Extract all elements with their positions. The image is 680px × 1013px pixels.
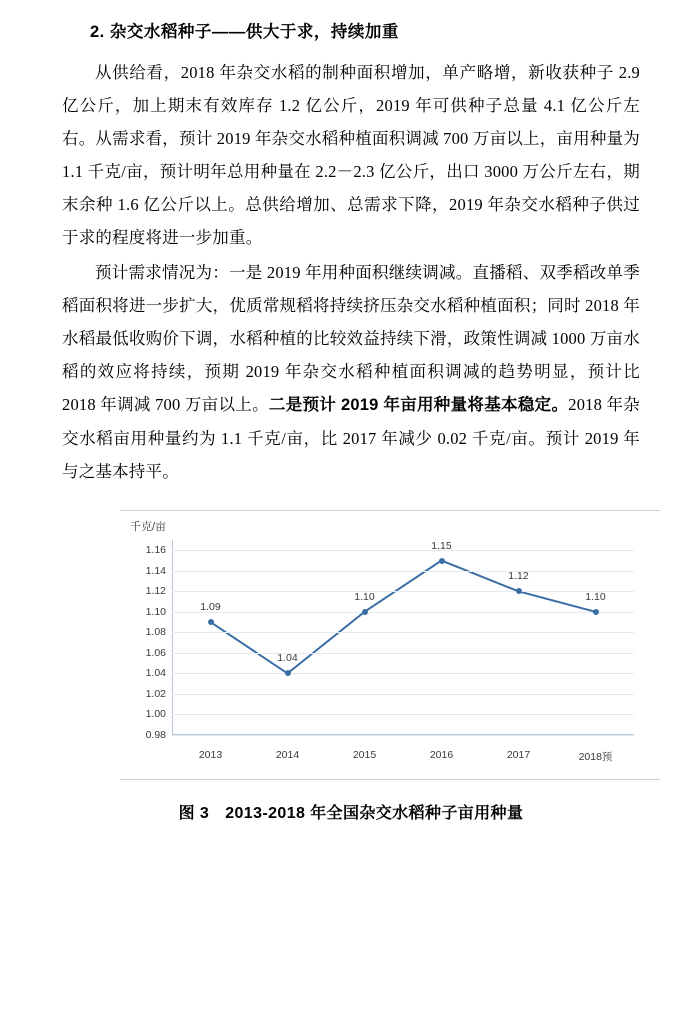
y-axis-tick-label: 1.12 (145, 585, 166, 598)
y-axis-tick-label: 1.08 (145, 626, 166, 639)
chart-data-point (593, 609, 599, 615)
section-heading: 2. 杂交水稻种子——供大于求，持续加重 (90, 23, 399, 41)
chart-top-border (120, 510, 660, 511)
chart-data-label: 1.09 (200, 601, 221, 614)
chart-gridline (172, 632, 634, 633)
figure-caption-number: 图 3 (178, 805, 210, 822)
y-axis-tick-label: 1.10 (145, 605, 166, 618)
x-axis-tick-label: 2018预 (578, 751, 613, 763)
y-axis-tick-label: 1.14 (145, 564, 166, 577)
figure-caption-text: 2013-2018 年全国杂交水稻种子亩用种量 (225, 805, 524, 822)
y-axis-tick-label: 1.00 (145, 708, 166, 721)
chart-gridline (172, 571, 634, 572)
paragraph-1: 从供给看，2018 年杂交水稻的制种面积增加，单产略增，新收获种子 2.9 亿公斤，加上期末有效库存 1.2 亿公斤，2019 年可供种子总量 4.1 亿公斤左右。从需求看，预计 2019 年杂交水稻种植面积调减 700 万亩以上，亩用种量为 1.1 千克/亩，预计明年总用种量在 2.2－2.3 亿公斤，出口 3000 万公斤左右，期末余种 1.6 亿公斤以上。总供给增加、总需求下降，2019 年杂交水稻种子供过于求的程度将进一步加重。 (62, 63, 640, 247)
chart-data-point (439, 558, 445, 564)
chart-plot-area (145, 539, 634, 763)
chart-data-label: 1.15 (431, 539, 452, 552)
chart-bottom-border (120, 779, 660, 780)
paragraph-2-lead: 预计需求情况为：一是 2019 年用种面积继续调减。直播稻、双季稻改单季稻面积将进一步扩大，优质常规稻将持续挤压杂交水稻种植面积；同时 2018 年水稻最低收购价下调，水稻种植的比较效益持续下滑，政策性调减 1000 万亩水稻的效应将持续，预期 2019 年杂交水稻种植面积调减的趋势明显，预计比 2018 年调减 700 万亩以上。 (62, 263, 640, 414)
chart-data-point (516, 588, 522, 594)
paragraph-2-bold: 二是预计 2019 年亩用种量将基本稳定。 (268, 396, 569, 414)
chart-data-label: 1.10 (585, 590, 606, 603)
chart-gridline (172, 673, 634, 674)
x-axis-tick-label: 2014 (275, 749, 300, 761)
chart-gridline (172, 612, 634, 613)
y-axis-tick-label: 1.04 (145, 667, 166, 680)
y-axis-tick-label: 1.06 (145, 646, 166, 659)
chart-gridline (172, 735, 634, 736)
chart-gridline (172, 714, 634, 715)
y-axis-tick-label: 0.98 (145, 729, 166, 741)
chart-data-label: 1.04 (277, 652, 298, 665)
x-axis-tick-label: 2015 (352, 749, 377, 761)
chart-data-label: 1.12 (508, 570, 529, 583)
y-axis-tick-label: 1.02 (145, 687, 166, 700)
x-axis-tick-label: 2013 (198, 749, 223, 761)
chart-gridline (172, 653, 634, 654)
chart-data-point (208, 619, 214, 625)
chart-gridline (172, 591, 634, 592)
chart-data-label: 1.10 (354, 590, 375, 603)
chart-gridline (172, 694, 634, 695)
x-axis-tick-label: 2016 (429, 749, 454, 761)
chart-line-path (211, 561, 596, 674)
x-axis-tick-label: 2017 (506, 749, 531, 761)
y-axis-tick-label: 1.16 (145, 544, 166, 557)
figure-caption (62, 800, 640, 823)
y-axis-title: 千克/亩 (130, 521, 167, 533)
chart-data-point (285, 670, 291, 676)
paragraph-2 (62, 256, 640, 488)
chart-gridline (172, 550, 634, 551)
line-chart (120, 510, 660, 780)
series-line (172, 540, 634, 735)
chart-data-point (362, 609, 368, 615)
paragraph-2-tail: 2018 年杂交水稻亩用种量约为 1.1 千克/亩，比 2017 年减少 0.02 千克/亩。预计 2019 年与之基本持平。 (62, 395, 641, 481)
